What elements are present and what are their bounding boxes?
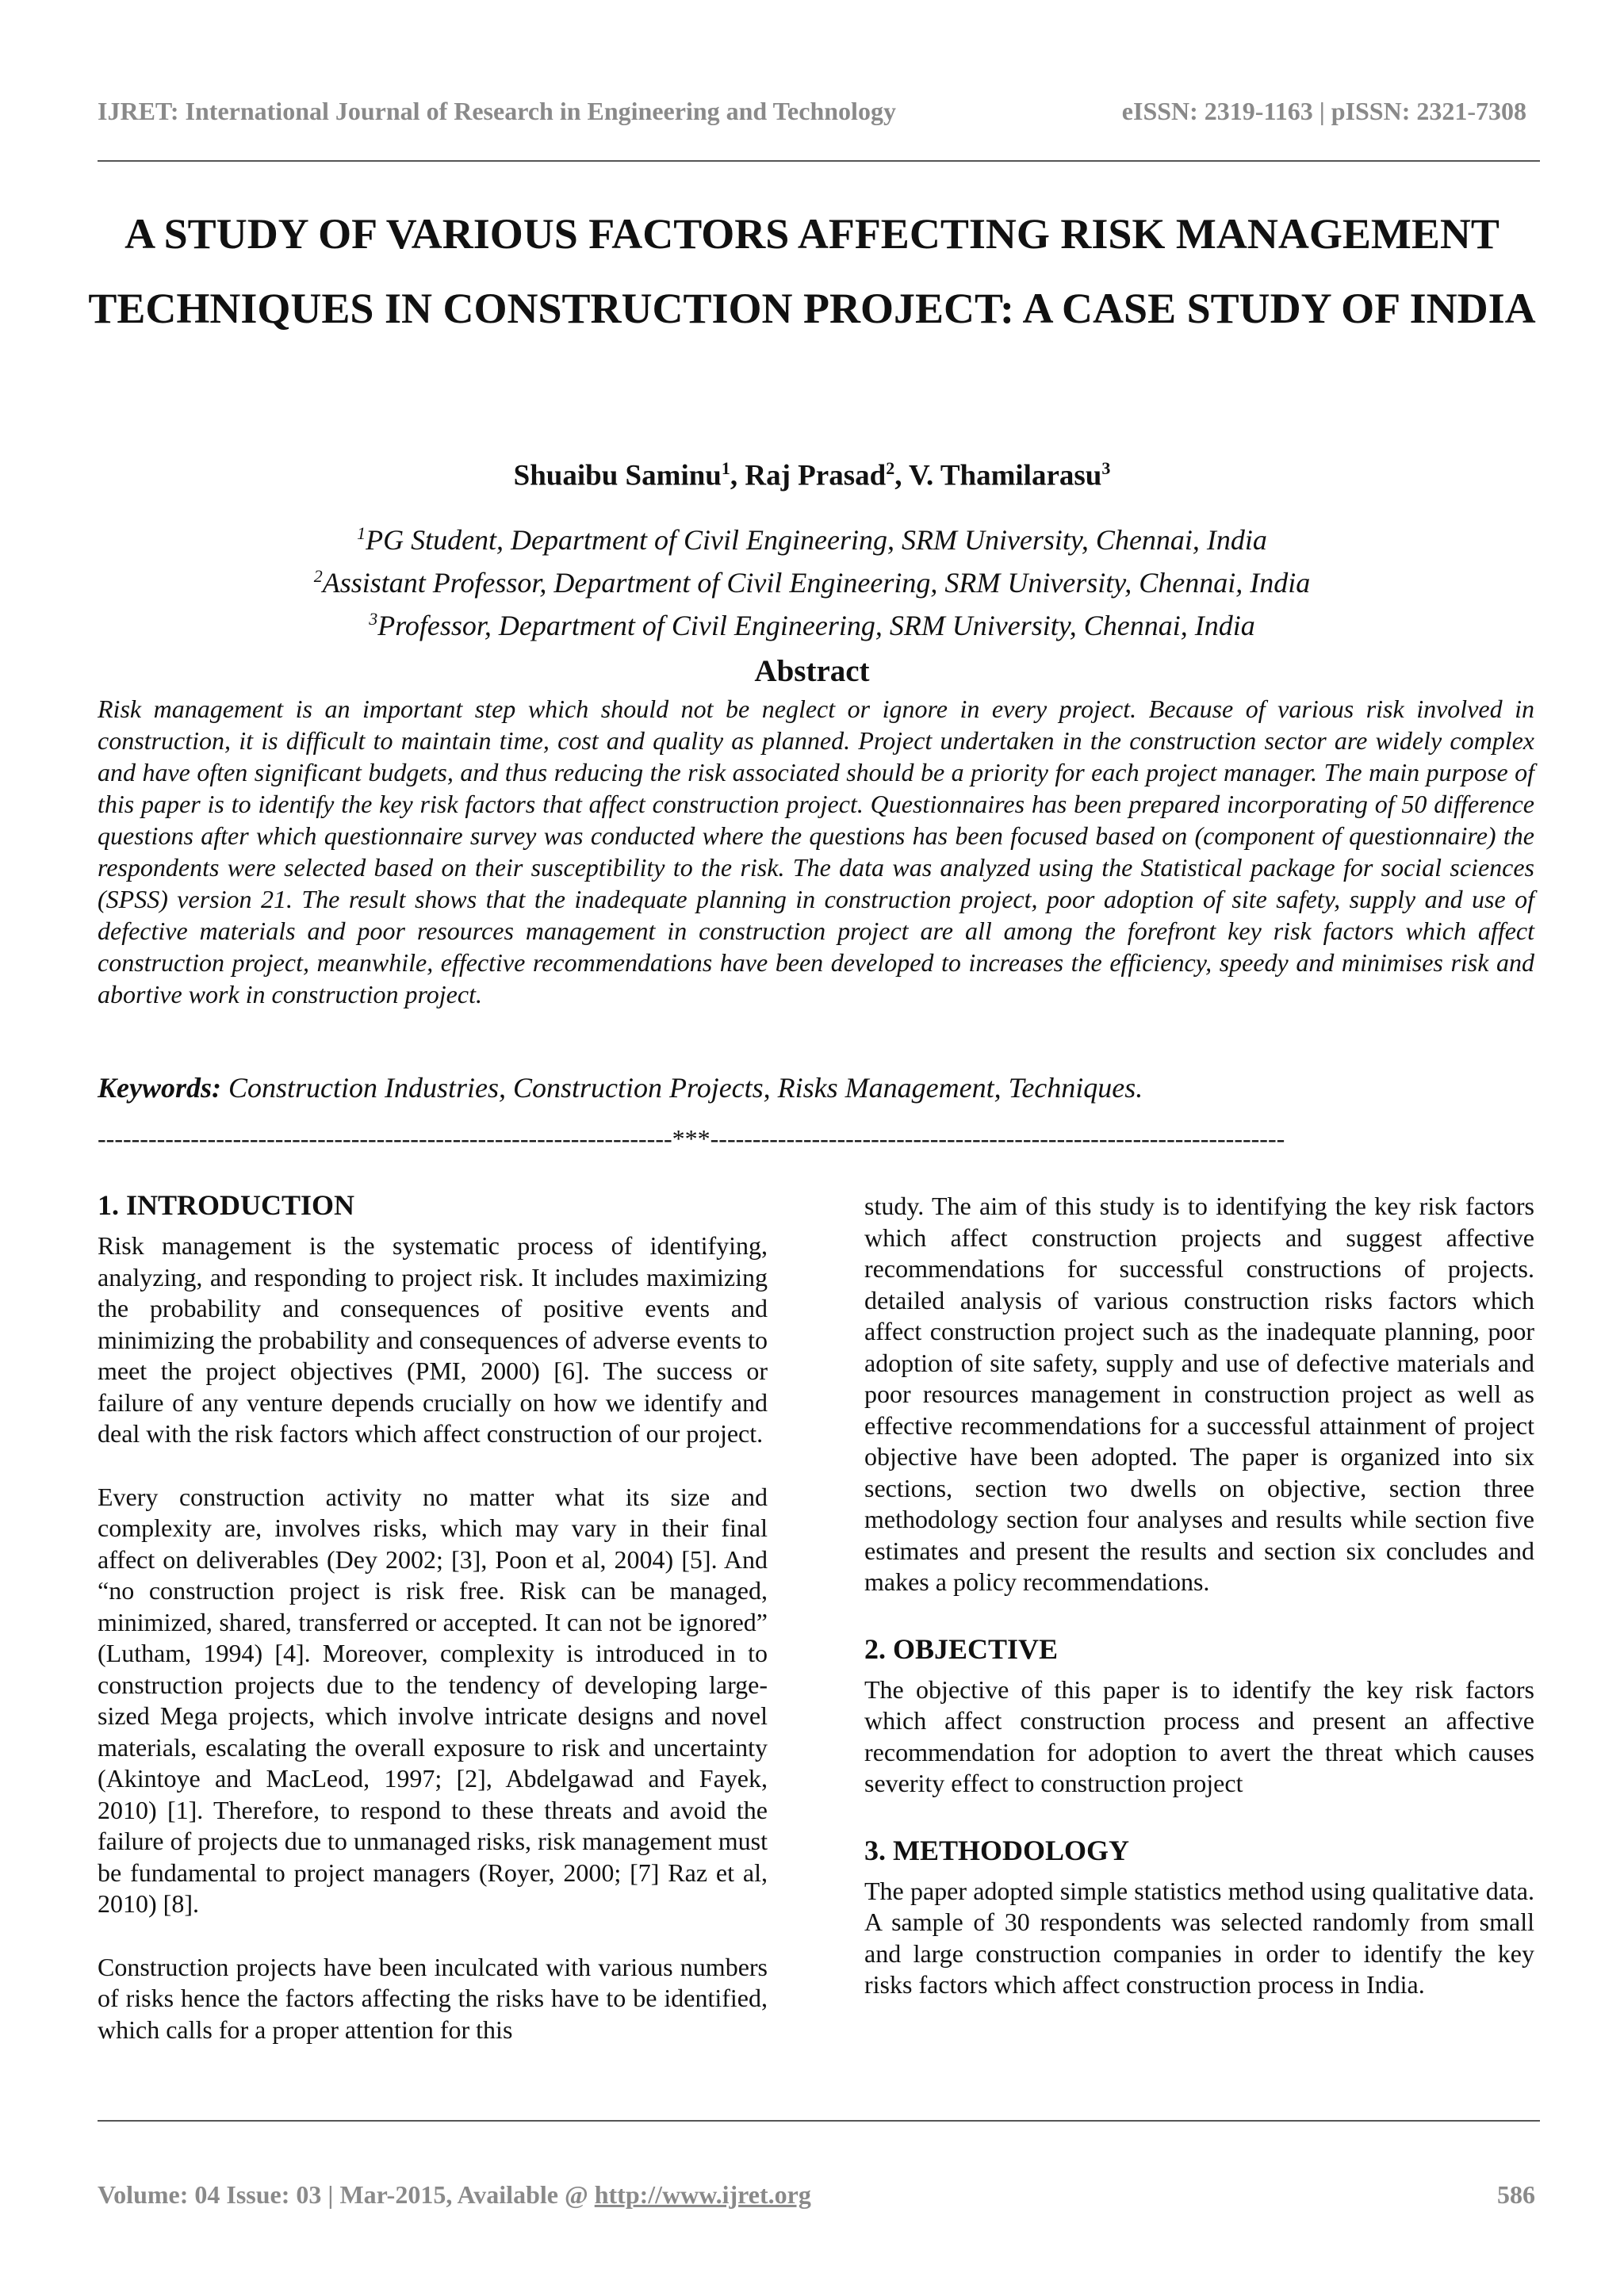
objective-paragraph: The objective of this paper is to identify the key risk factors which affect construction process and present an affective recommendation for adoption to avert the threat which causes severity effect to construction project [864, 1674, 1534, 1797]
journal-link[interactable]: http://www.ijret.org [594, 2180, 811, 2209]
issn: eISSN: 2319-1163 | pISSN: 2321-7308 [1121, 97, 1526, 125]
paper-title: A STUDY OF VARIOUS FACTORS AFFECTING RISK MANAGEMENT TECHNIQUES IN CONSTRUCTION PROJECT: A CASE STUDY OF INDIA [88, 210, 1536, 332]
abstract-body: Risk management is an important step which should not be neglect or ignore in every project. Because of various risk involved in construction, it is difficult to maintain time, cost and quality as planned. Project undertaken in the construction sector are widely complex and have often significant budgets, and thus reducing the risk associated should be a priority for each project manager. The main purpose of this paper is to identify the key risk factors that affect construction project. Questionnaires has been prepared incorporating of 50 difference questions after which questionnaire survey was conducted where the questions has been focused based on (component of questionnaire) the respondents were selected based on their susceptibility to the risk. The data was analyzed using the Statistical package for social sciences (SPSS) version 21. The result shows that the inadequate planning in construction project, poor adoption of site safety, supply and use of defective materials and poor resources management in construction project are all among the forefront key risk factors which affect construction project, meanwhile, effective recommendations have been developed to increases the efficiency, speedy and minimises risk and abortive work in construction project. [98, 695, 1534, 1008]
introduction-paragraph: Risk management is the systematic process of identifying, analyzing, and responding to project risk. It includes maximizing the probability and consequences of positive events and minimizing the probability and consequences of adverse events to meet the project objectives (PMI, 2000) [6]. The success or failure of any venture depends crucially on how we identify and deal with the risk factors which affect construction of our project. [98, 1231, 768, 1448]
running-footer [98, 2180, 1535, 2210]
running-header [98, 97, 1526, 126]
affiliation-sup: 1 [357, 523, 366, 543]
journal-name: IJRET: International Journal of Research in Engineering and Technology [98, 97, 896, 125]
author-list [0, 458, 1624, 492]
volume-text: Volume: 04 Issue: 03 | Mar-2015, Available @ [98, 2180, 595, 2209]
affiliation-sup: 2 [313, 566, 323, 586]
affiliation-list [0, 515, 1624, 644]
author-sup: 1 [721, 458, 730, 478]
abstract-heading: Abstract [754, 654, 870, 688]
author-name: Raj Prasad [745, 459, 887, 492]
author-name: Shuaibu Saminu [513, 459, 722, 492]
section-separator: --------------------------------------------------------------------***-------------------------------------------------------------------- [98, 1124, 1285, 1153]
right-column [864, 1191, 1534, 2001]
introduction-paragraph: Construction projects have been inculcated with various numbers of risks hence the factors affecting the risks have to be identified, which calls for a proper attention for this [98, 1952, 768, 2044]
methodology-paragraph: The paper adopted simple statistics method using qualitative data. A sample of 30 respondents was selected randomly from small and large construction companies in order to identify the key risks factors which affect construction process in India. [864, 1876, 1534, 1999]
methodology-heading: 3. METHODOLOGY [864, 1834, 1130, 1866]
affiliation-text: PG Student, Department of Civil Engineering, SRM University, Chennai, India [366, 524, 1267, 556]
keywords-label: Keywords: [98, 1072, 221, 1104]
author-sup: 2 [886, 458, 895, 478]
affiliation-text: Assistant Professor, Department of Civil Engineering, SRM University, Chennai, India [322, 567, 1311, 599]
page-number: 586 [1497, 2180, 1535, 2209]
affiliation [0, 558, 1624, 601]
affiliation [0, 515, 1624, 558]
affiliation-sup: 3 [369, 609, 378, 629]
footer-rule [98, 2120, 1540, 2122]
footer-volume [98, 2180, 811, 2210]
author-sup: 3 [1101, 458, 1111, 478]
affiliation-text: Professor, Department of Civil Engineering, SRM University, Chennai, India [377, 610, 1255, 641]
affiliation [0, 601, 1624, 644]
keywords [98, 1070, 1534, 1105]
introduction-paragraph-continued: study. The aim of this study is to identifying the key risk factors which affect construction projects and suggest affective recommendations for successful constructions of projects. detailed analysis of various construction risks factors which affect construction project such as the inadequate planning, poor adoption of site safety, supply and use of defective materials and poor resources management in construction project as well as effective recommendations for a successful attainment of project objective have been adopted. The paper is organized into six sections, section two dwells on objective, section three methodology section four analyses and results while section five estimates and present the results and section six concludes and makes a policy recommendations. [864, 1192, 1534, 1596]
introduction-heading: 1. INTRODUCTION [98, 1189, 355, 1221]
introduction-paragraph: Every construction activity no matter what its size and complexity are, involves risks, which may vary in their final affect on deliverables (Dey 2002; [3], Poon et al, 2004) [5]. And “no construction project is risk free. Risk can be managed, minimized, shared, transferred or accepted. It can not be ignored” (Lutham, 1994) [4]. Moreover, complexity is introduced in to construction projects due to the tendency of developing large-sized Mega projects, which involve intricate designs and novel materials, escalating the overall exposure to risk and uncertainty (Akintoye and MacLeod, 1997; [2], Abdelgawad and Fayek, 2010) [1]. Therefore, to respond to these threats and avoid the failure of projects due to unmanaged risks, risk management must be fundamental to project managers (Royer, 2000; [7] Raz et al, 2010) [8]. [98, 1482, 768, 1918]
author-separator: , [894, 459, 910, 492]
author-name: V. Thamilarasu [909, 459, 1102, 492]
left-column [98, 1188, 768, 2045]
keywords-text: Construction Industries, Construction Projects, Risks Management, Techniques. [221, 1072, 1143, 1104]
author-separator: , [730, 459, 745, 492]
header-rule [98, 160, 1540, 162]
objective-heading: 2. OBJECTIVE [864, 1632, 1059, 1665]
